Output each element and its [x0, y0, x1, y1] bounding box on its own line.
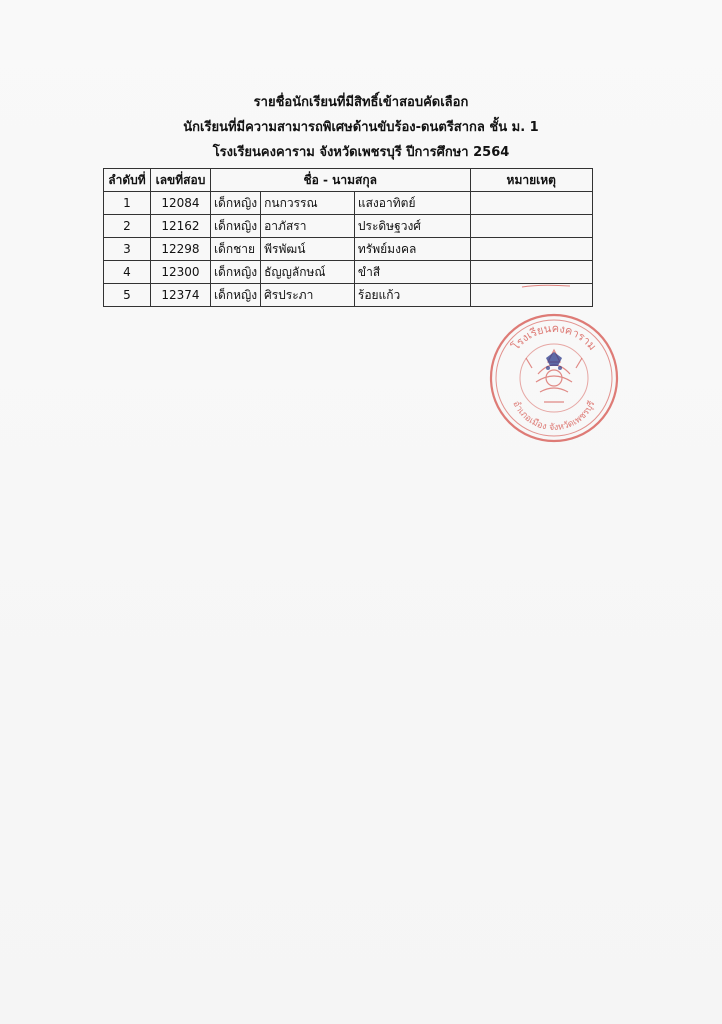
document-subtitle: นักเรียนที่มีความสามารถพิเศษด้านขับร้อง-ดนตรีสากล ชั้น ม. 1 — [183, 120, 539, 135]
cell-title: เด็กหญิง — [210, 192, 260, 215]
table-row — [104, 238, 593, 261]
column-header-exam-number: เลขที่สอบ — [150, 169, 210, 192]
table-row — [104, 261, 593, 284]
cell-first-name: พีรพัฒน์ — [261, 238, 355, 261]
cell-title: เด็กชาย — [210, 238, 260, 261]
school-seal-stamp — [488, 312, 620, 444]
cell-sequence: 4 — [104, 261, 151, 284]
cell-last-name: ร้อยแก้ว — [354, 284, 470, 307]
column-header-sequence: ลำดับที่ — [104, 169, 151, 192]
cell-exam-number: 12162 — [150, 215, 210, 238]
table-header-row — [104, 169, 593, 192]
cell-exam-number: 12374 — [150, 284, 210, 307]
cell-sequence: 3 — [104, 238, 151, 261]
cell-last-name: ทรัพย์มงคล — [354, 238, 470, 261]
cell-sequence: 1 — [104, 192, 151, 215]
column-header-remark: หมายเหตุ — [470, 169, 593, 192]
svg-text:โรงเรียนคงคาราม: โรงเรียนคงคาราม — [509, 321, 599, 353]
cell-title: เด็กหญิง — [210, 215, 260, 238]
cell-exam-number: 12300 — [150, 261, 210, 284]
svg-text:อำเภอเมือง จังหวัดเพชรบุรี: อำเภอเมือง จังหวัดเพชรบุรี — [510, 399, 598, 434]
cell-last-name: แสงอาทิตย์ — [354, 192, 470, 215]
cell-title: เด็กหญิง — [210, 261, 260, 284]
cell-first-name: อาภัสรา — [261, 215, 355, 238]
cell-sequence: 5 — [104, 284, 151, 307]
table-row — [104, 192, 593, 215]
cell-first-name: ศิรประภา — [261, 284, 355, 307]
cell-exam-number: 12084 — [150, 192, 210, 215]
cell-sequence: 2 — [104, 215, 151, 238]
cell-remark — [470, 215, 593, 238]
school-and-year: โรงเรียนคงคาราม จังหวัดเพชรบุรี ปีการศึกษา 2564 — [212, 145, 510, 160]
cell-exam-number: 12298 — [150, 238, 210, 261]
cell-first-name: ธัญญลักษณ์ — [261, 261, 355, 284]
cell-last-name: ขำสี — [354, 261, 470, 284]
cell-remark — [470, 192, 593, 215]
cell-first-name: กนกวรรณ — [261, 192, 355, 215]
cell-last-name: ประดิษฐวงศ์ — [354, 215, 470, 238]
cell-remark — [470, 261, 593, 284]
cell-remark — [470, 238, 593, 261]
column-header-full-name: ชื่อ - นามสกุล — [210, 169, 470, 192]
table-row — [104, 215, 593, 238]
pen-stroke-mark — [520, 283, 572, 289]
document-title: รายชื่อนักเรียนที่มีสิทธิ์เข้าสอบคัดเลือก — [253, 95, 469, 110]
cell-title: เด็กหญิง — [210, 284, 260, 307]
